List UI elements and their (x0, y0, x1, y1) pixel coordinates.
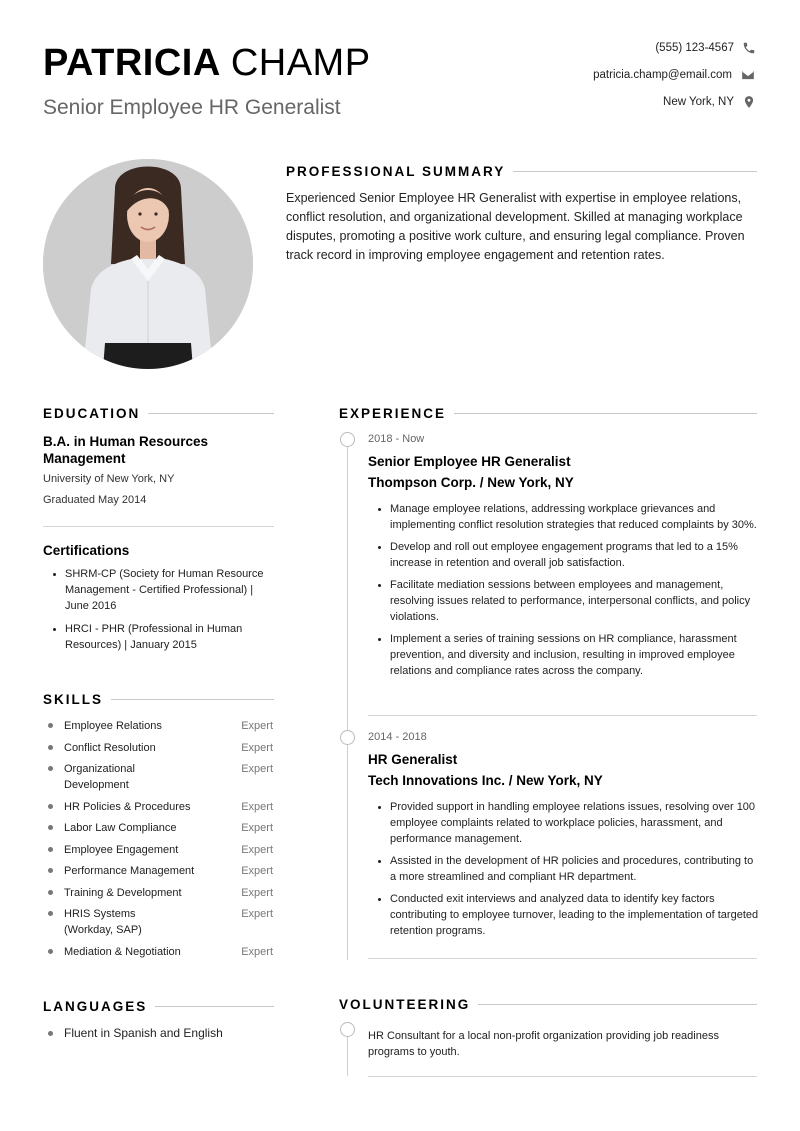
skill-row (43, 718, 273, 734)
summary-title-text: PROFESSIONAL SUMMARY (286, 164, 506, 179)
skill-row (43, 820, 273, 836)
timeline-dot (340, 730, 355, 745)
skill-level: Expert (241, 822, 273, 834)
education-school: University of New York, NY (43, 473, 175, 485)
divider (368, 958, 757, 959)
skill-name: HRIS Systems (Workday, SAP) (43, 906, 183, 938)
job-title: Senior Employee HR Generalist (43, 96, 341, 119)
skill-name: Employee Engagement (43, 842, 213, 858)
skill-row (43, 761, 273, 793)
divider (111, 699, 274, 700)
skill-level: Expert (241, 844, 273, 856)
certification-item: SHRM-CP (Society for Human Resource Management - Certified Professional) | June 2016 (43, 566, 279, 614)
skill-name: Performance Management (43, 863, 213, 879)
certifications-list (43, 566, 279, 653)
timeline-dot (340, 432, 355, 447)
skill-name: Training & Development (43, 885, 213, 901)
contact-location (663, 95, 756, 109)
divider (368, 715, 757, 716)
divider (148, 413, 274, 414)
job-bullet: Conducted exit interviews and analyzed data to identify key factors contributing to employee turnover, leading to the implementation of targeted retention programs. (368, 891, 760, 939)
education-degree: B.A. in Human Resources Management (43, 434, 209, 466)
last-name: CHAMP (230, 42, 371, 84)
skill-row (43, 885, 273, 901)
profile-photo-illustration (43, 159, 253, 369)
skill-name: Employee Relations (43, 718, 213, 734)
skill-row (43, 842, 273, 858)
certifications-title: Certifications (43, 543, 130, 558)
skill-level: Expert (241, 763, 273, 775)
timeline-dot (340, 1022, 355, 1037)
skill-name: HR Policies & Procedures (43, 799, 213, 815)
skill-level: Expert (241, 946, 273, 958)
education-section-title (43, 406, 274, 421)
job-bullet: Implement a series of training sessions on HR compliance, harassment prevention, and diversity and inclusion, resulting in improved employee relations and compliance rates across the company. (368, 631, 760, 679)
skill-row (43, 906, 273, 938)
skill-level: Expert (241, 720, 273, 732)
volunteering-title-text: VOLUNTEERING (339, 997, 471, 1012)
skill-level: Expert (241, 865, 273, 877)
timeline-line (347, 1036, 348, 1076)
summary-text: Experienced Senior Employee HR Generalist with expertise in employee relations, conflict resolution, and organizational development. Skilled at managing workplace disputes, promoting a positive work culture, and ensuring legal compliance. Proven track record in improving employee engagement and retention rates. (286, 191, 745, 262)
map-pin-icon (742, 95, 756, 109)
skill-level: Expert (241, 887, 273, 899)
job-dates: 2014 - 2018 (368, 731, 427, 743)
job-bullet: Manage employee relations, addressing workplace grievances and implementing conflict resolution strategies that reduced complaints by 30%. (368, 501, 760, 533)
certification-item: HRCI - PHR (Professional in Human Resources) | January 2015 (43, 621, 279, 653)
volunteering-section-title (339, 997, 757, 1012)
skill-name: Conflict Resolution (43, 740, 213, 756)
phone-text: (555) 123-4567 (655, 42, 734, 54)
skill-name: Labor Law Compliance (43, 820, 213, 836)
job-role: HR Generalist (368, 752, 458, 767)
job-company: Thompson Corp. / New York, NY (368, 475, 574, 490)
skill-level: Expert (241, 908, 273, 920)
phone-icon (742, 41, 756, 55)
language-item: Fluent in Spanish and English (43, 1026, 223, 1040)
timeline-line (347, 447, 348, 960)
first-name: PATRICIA (43, 42, 221, 84)
divider (155, 1006, 274, 1007)
job-dates: 2018 - Now (368, 433, 425, 445)
envelope-icon (740, 68, 756, 82)
job-bullet: Develop and roll out employee engagement programs that led to a 15% increase in retention and overall job satisfaction. (368, 539, 760, 571)
summary-section-title (286, 164, 757, 179)
location-text: New York, NY (663, 96, 734, 108)
job-bullet: Facilitate mediation sessions between employees and management, resolving issues related to performance, interpersonal conflicts, and policy violations. (368, 577, 760, 625)
skill-level: Expert (241, 801, 273, 813)
job-role: Senior Employee HR Generalist (368, 454, 571, 469)
skill-row (43, 944, 273, 960)
job-bullet: Provided support in handling employee relations issues, resolving over 100 employee complaints related to workplace policies, harassment, and performance management. (368, 799, 760, 847)
education-title-text: EDUCATION (43, 406, 141, 421)
job-company: Tech Innovations Inc. / New York, NY (368, 773, 603, 788)
skills-section-title (43, 692, 274, 707)
skill-level: Expert (241, 742, 273, 754)
job-bullets (368, 501, 760, 685)
skill-row (43, 799, 273, 815)
experience-title-text: EXPERIENCE (339, 406, 447, 421)
job-bullet: Assisted in the development of HR policies and procedures, contributing to a more streamlined and compliant HR department. (368, 853, 760, 885)
candidate-name (43, 44, 371, 82)
email-text: patricia.champ@email.com (593, 69, 732, 81)
contact-phone (655, 41, 756, 55)
contact-email (593, 68, 756, 82)
job-bullets (368, 799, 760, 945)
divider (43, 526, 274, 527)
education-graduated: Graduated May 2014 (43, 494, 147, 506)
divider (368, 1076, 757, 1077)
skill-row (43, 740, 273, 756)
profile-photo (43, 159, 253, 369)
skills-title-text: SKILLS (43, 692, 104, 707)
divider (478, 1004, 757, 1005)
skill-row (43, 863, 273, 879)
skill-name: Organizational Development (43, 761, 153, 793)
languages-title-text: LANGUAGES (43, 999, 148, 1014)
experience-section-title (339, 406, 757, 421)
skill-name: Mediation & Negotiation (43, 944, 213, 960)
divider (513, 171, 757, 172)
languages-section-title (43, 999, 274, 1014)
divider (454, 413, 757, 414)
volunteering-text: HR Consultant for a local non-profit organization providing job readiness programs to youth. (368, 1030, 719, 1058)
